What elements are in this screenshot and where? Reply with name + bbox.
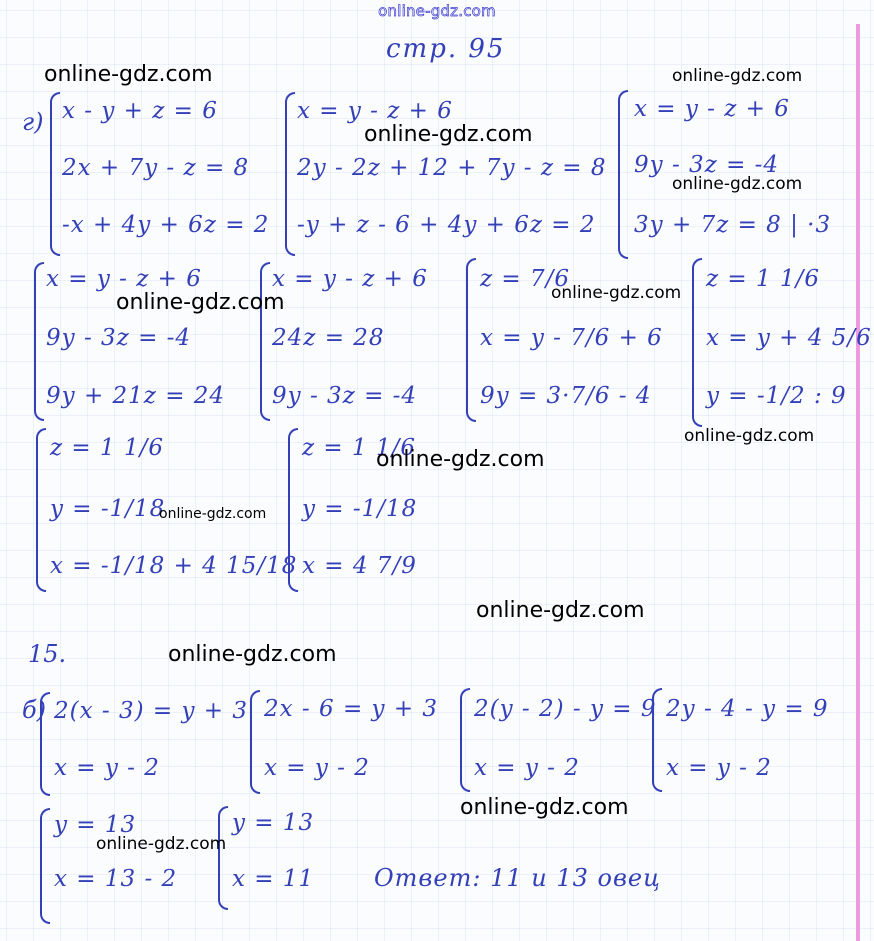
equation-line: 9y - 3z = -4: [634, 152, 780, 178]
watermark: online-gdz.com: [116, 290, 285, 315]
watermark: online-gdz.com: [376, 447, 545, 472]
system-brace: [466, 258, 476, 422]
watermark: online-gdz.com: [44, 62, 213, 87]
watermark: online-gdz.com: [684, 426, 815, 446]
system-brace: [618, 90, 628, 259]
equation-line: 2(y - 2) - y = 9: [474, 696, 657, 722]
equation-line: x = 13 - 2: [54, 866, 178, 892]
equation-line: x = y - 2: [54, 755, 160, 781]
equation-line: 9y = 3·7/6 - 4: [480, 383, 652, 409]
system-brace: [40, 692, 50, 796]
watermark: online-gdz.com: [476, 598, 645, 623]
equation-line: x = 4 7/9: [302, 553, 417, 579]
equation-line: x = 11: [232, 866, 315, 892]
equation-line: y = -1/2 : 9: [706, 383, 847, 409]
equation-line: x = y - 2: [666, 755, 772, 781]
equation-line: 3y + 7z = 8 | ·3: [634, 212, 832, 238]
equation-line: 2y - 2z + 12 + 7y - z = 8: [297, 155, 607, 181]
system-brace: [285, 92, 295, 256]
equation-line: x = -1/18 + 4 15/18: [50, 553, 298, 579]
equation-line: x = y - 7/6 + 6: [480, 325, 663, 351]
system-brace: [50, 92, 60, 256]
watermark: online-gdz.com: [460, 795, 629, 820]
problem-15-number: 15.: [28, 640, 67, 668]
equation-line: x = y - 2: [264, 755, 370, 781]
equation-line: z = 1 1/6: [302, 435, 416, 461]
watermark: online-gdz.com: [364, 122, 533, 147]
equation-line: z = 1 1/6: [50, 435, 164, 461]
problem-15-label: б): [22, 696, 47, 724]
system-brace: [652, 688, 662, 792]
watermark: online-gdz.com: [96, 834, 227, 854]
equation-line: x = y - z + 6: [297, 98, 453, 124]
watermark: online-gdz.com: [168, 642, 337, 667]
equation-line: 2y - 4 - y = 9: [666, 696, 829, 722]
page-heading: стр. 95: [386, 34, 506, 64]
equation-line: x - y + z = 6: [62, 98, 218, 124]
equation-line: y = -1/18: [50, 496, 166, 522]
problem-g-label: г): [22, 108, 44, 136]
equation-line: 2x + 7y - z = 8: [62, 155, 250, 181]
equation-line: x = y - z + 6: [46, 266, 202, 292]
equation-line: y = 13: [232, 810, 315, 836]
equation-line: 24z = 28: [272, 325, 385, 351]
system-brace: [692, 258, 702, 427]
equation-line: z = 1 1/6: [706, 266, 820, 292]
equation-line: 2x - 6 = y + 3: [264, 696, 439, 722]
equation-line: x = y - 2: [474, 755, 580, 781]
watermark: online-gdz.com: [159, 506, 267, 522]
system-brace: [218, 806, 228, 910]
watermark: online-gdz.com: [672, 66, 803, 86]
equation-line: y = 13: [54, 812, 137, 838]
watermark: online-gdz.com: [672, 174, 803, 194]
equation-line: z = 7/6: [480, 266, 571, 292]
equation-line: -x + 4y + 6z = 2: [62, 212, 270, 238]
equation-line: 9y + 21z = 24: [46, 383, 226, 409]
equation-line: -y + z - 6 + 4y + 6z = 2: [297, 212, 596, 238]
system-brace: [460, 688, 470, 792]
system-brace: [260, 262, 270, 421]
margin-line: [856, 24, 860, 941]
system-brace: [34, 262, 44, 421]
watermark: online-gdz.com: [551, 283, 682, 303]
system-brace: [40, 808, 50, 924]
site-header: online-gdz.com: [378, 2, 496, 20]
equation-line: y = -1/18: [302, 496, 418, 522]
equation-line: 9y - 3z = -4: [272, 383, 418, 409]
equation-line: x = y - z + 6: [634, 96, 790, 122]
equation-line: x = y + 4 5/6: [706, 325, 872, 351]
system-brace: [250, 690, 260, 794]
system-brace: [288, 428, 298, 592]
equation-line: 9y - 3z = -4: [46, 325, 192, 351]
equation-line: 2(x - 3) = y + 3: [54, 698, 248, 724]
answer-text: Ответ: 11 и 13 овец: [374, 864, 661, 892]
system-brace: [36, 428, 46, 592]
equation-line: x = y - z + 6: [272, 266, 428, 292]
